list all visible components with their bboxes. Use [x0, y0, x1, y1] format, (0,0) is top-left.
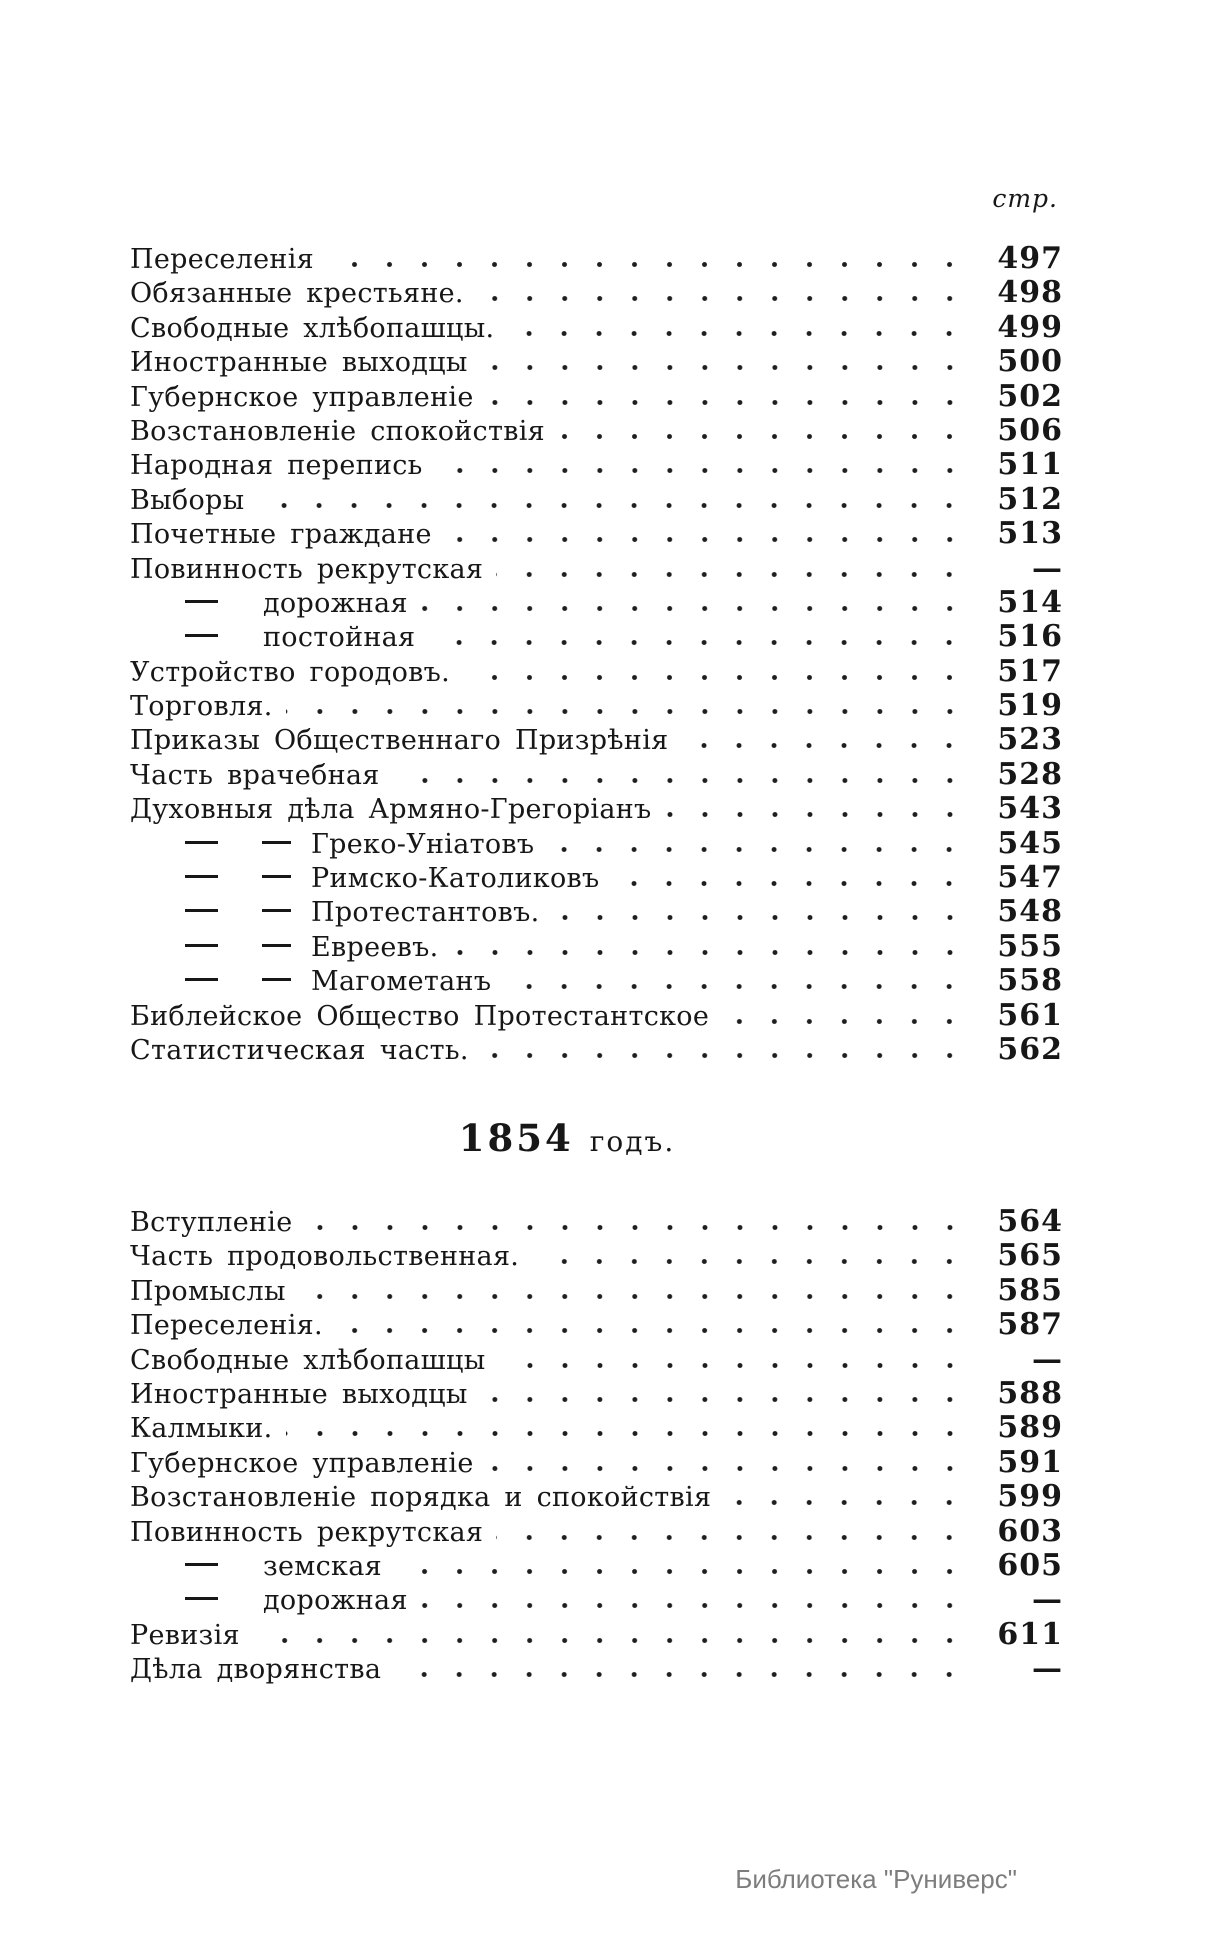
toc-entry — [130, 242, 1063, 276]
toc-entry-page: 558 — [997, 963, 1063, 999]
year-heading-number: 1854 — [458, 1116, 574, 1160]
leader-dots — [496, 571, 967, 578]
toc-entry-label: Свободные хлѣбопашцы. — [130, 312, 495, 344]
toc-entry-label: Переселенія — [130, 244, 314, 275]
toc-entry-page: 591 — [997, 1444, 1063, 1480]
leader-dots — [477, 295, 967, 302]
ditto-dash — [185, 875, 218, 878]
toc-entry — [130, 311, 1063, 345]
leader-dots — [436, 467, 967, 474]
leader-dots — [253, 1637, 967, 1644]
toc-entry — [130, 414, 1063, 448]
toc-entry — [130, 1549, 1063, 1583]
toc-entry-page: 564 — [997, 1204, 1063, 1239]
toc-entry-label: Часть продовольственная. — [130, 1241, 520, 1273]
leader-dots — [499, 1362, 967, 1369]
leader-dots — [286, 1430, 968, 1437]
toc-entry-label: Обязанные крестьяне. — [130, 278, 464, 310]
toc-entry — [130, 1583, 1063, 1617]
toc-entry — [130, 723, 1063, 757]
toc-entry-page: 502 — [997, 378, 1063, 414]
toc-entry-page: 545 — [997, 825, 1063, 861]
toc-entry-page: 499 — [997, 309, 1063, 345]
toc-section-1854 — [130, 1205, 1063, 1686]
toc-entry-page: 498 — [997, 275, 1063, 311]
year-heading — [0, 1116, 1220, 1160]
leader-dots — [481, 364, 967, 371]
toc-entry — [130, 1480, 1063, 1514]
toc-entry-page: 517 — [997, 653, 1063, 689]
ditto-dash — [185, 600, 218, 603]
toc-entry-page: 555 — [997, 928, 1063, 964]
toc-entry-label: Возстановленіе спокойствія — [130, 415, 545, 447]
toc-entry-page: 605 — [997, 1547, 1063, 1583]
leader-dots — [487, 1465, 967, 1472]
ditto-dash — [185, 909, 218, 912]
toc-entry-page: 497 — [997, 241, 1063, 276]
toc-entry-page: — — [1032, 1341, 1063, 1377]
toc-entry-label: Губернское управленіе — [130, 381, 474, 413]
toc-entry-label: Приказы Общественнаго Призрѣнія — [130, 725, 669, 757]
ditto-dash — [262, 944, 291, 947]
toc-entry-label: Римско-Католиковъ — [311, 863, 600, 895]
toc-entry-page: 588 — [997, 1375, 1063, 1411]
toc-entry — [130, 1377, 1063, 1411]
ditto-dash — [262, 875, 291, 878]
toc-entry-label: Переселенія. — [130, 1310, 323, 1342]
toc-entry — [130, 895, 1063, 929]
toc-entry — [130, 276, 1063, 310]
toc-entry — [130, 964, 1063, 998]
toc-entry-label: Греко-Уніатовъ — [311, 828, 535, 860]
toc-entry-label: Калмыки. — [130, 1413, 273, 1445]
ditto-dash — [185, 944, 218, 947]
toc-entry-label: Повинность рекрутская — [130, 1516, 484, 1548]
leader-dots — [558, 433, 967, 440]
toc-entry-label: Повинность рекрутская — [130, 553, 484, 585]
toc-entry-label: Библейское Общество Протестантское — [130, 1000, 710, 1032]
toc-entry — [130, 1411, 1063, 1445]
toc-entry — [130, 620, 1063, 654]
leader-dots — [421, 605, 967, 612]
toc-entry-label: Духовныя дѣла Армяно-Грегоріанъ — [130, 794, 652, 826]
toc-entry-page: 562 — [997, 1031, 1063, 1067]
toc-entry — [130, 1515, 1063, 1549]
leader-dots — [612, 880, 967, 887]
leader-dots — [306, 1224, 967, 1231]
toc-entry-label: Магометанъ — [311, 966, 492, 998]
toc-entry-label: Народная перепись — [130, 450, 423, 482]
leader-dots — [496, 1534, 967, 1541]
leader-dots — [487, 399, 967, 406]
ditto-dash — [185, 1563, 218, 1566]
ditto-dash — [262, 841, 291, 844]
toc-entry — [130, 586, 1063, 620]
leader-dots — [547, 846, 967, 853]
leader-dots — [428, 639, 967, 646]
ditto-dash — [185, 841, 218, 844]
toc-entry-page: 506 — [997, 412, 1063, 448]
toc-entry — [130, 448, 1063, 482]
ditto-dash — [185, 978, 218, 981]
toc-entry — [130, 655, 1063, 689]
toc-entry — [130, 758, 1063, 792]
leader-dots — [395, 1568, 967, 1575]
toc-entry — [130, 930, 1063, 964]
toc-entry — [130, 1308, 1063, 1342]
toc-entry-page: 516 — [997, 619, 1063, 655]
toc-entry-label: Выборы — [130, 484, 245, 516]
toc-entry-page: 603 — [997, 1513, 1063, 1549]
toc-entry — [130, 1652, 1063, 1686]
toc-entry-page: 587 — [997, 1307, 1063, 1343]
leader-dots — [445, 536, 967, 543]
toc-entry — [130, 483, 1063, 517]
toc-entry-page: 543 — [997, 791, 1063, 827]
toc-entry-page: — — [1032, 1651, 1063, 1687]
toc-entry — [130, 380, 1063, 414]
toc-entry-label: Губернское управленіе — [130, 1447, 474, 1479]
toc-entry-page: 548 — [997, 894, 1063, 930]
toc-entry — [130, 999, 1063, 1033]
leader-dots — [724, 1499, 967, 1506]
page-column-header: стр. — [992, 184, 1058, 213]
toc-entry-page: 512 — [997, 481, 1063, 517]
toc-entry-label: Дѣла дворянства — [130, 1654, 382, 1686]
leader-dots — [421, 1602, 967, 1609]
toc-entry-label: дорожная — [263, 1585, 408, 1617]
leader-dots — [553, 914, 967, 921]
toc-entry — [130, 552, 1063, 586]
leader-dots — [452, 949, 967, 956]
toc-entry-label: Иностранные выходцы — [130, 347, 468, 379]
toc-entry-label: Почетные граждане — [130, 519, 432, 551]
toc-entry-label: дорожная — [263, 587, 408, 619]
toc-entry-label: Вступленіе — [130, 1207, 293, 1238]
leader-dots — [532, 1258, 967, 1265]
toc-entry-page: 523 — [997, 722, 1063, 758]
toc-entry-page: 585 — [997, 1272, 1063, 1308]
toc-entry-label: Свободные хлѣбопашцы — [130, 1344, 486, 1376]
toc-entry — [130, 517, 1063, 551]
leader-dots — [463, 674, 967, 681]
leader-dots — [665, 811, 967, 818]
library-watermark: Библиотека "Руниверс" — [735, 1864, 1017, 1894]
ditto-dash — [185, 1597, 218, 1600]
toc-entry-label: Протестантовъ. — [311, 897, 540, 929]
leader-dots — [393, 777, 967, 784]
toc-entry — [130, 1446, 1063, 1480]
leader-dots — [336, 1327, 967, 1334]
leader-dots — [507, 330, 967, 337]
toc-entry — [130, 1618, 1063, 1652]
toc-entry — [130, 1239, 1063, 1273]
toc-entry-page: — — [1032, 550, 1063, 586]
leader-dots — [327, 261, 967, 268]
toc-entry-label: Статистическая часть. — [130, 1034, 469, 1066]
toc-entry-page: 528 — [997, 756, 1063, 792]
toc-entry-page: 561 — [997, 997, 1063, 1033]
year-heading-word: годъ. — [589, 1125, 676, 1158]
toc-entry — [130, 1205, 1063, 1239]
toc-entry-page: — — [1032, 1582, 1063, 1618]
toc-entry — [130, 1033, 1063, 1067]
toc-entry-page: 513 — [997, 516, 1063, 552]
toc-entry-label: постойная — [263, 622, 416, 654]
toc-entry-page: 500 — [997, 344, 1063, 380]
toc-entry — [130, 1274, 1063, 1308]
leader-dots — [722, 1018, 967, 1025]
toc-entry-label: Устройство городовъ. — [130, 656, 450, 688]
leader-dots — [481, 1396, 967, 1403]
ditto-dash — [262, 978, 291, 981]
toc-entry-page: 611 — [997, 1616, 1063, 1652]
toc-entry — [130, 861, 1063, 895]
ditto-dash — [262, 909, 291, 912]
toc-entry-label: Торговля. — [130, 691, 273, 723]
toc-entry-page: 519 — [997, 688, 1063, 724]
toc-entry-page: 589 — [997, 1410, 1063, 1446]
leader-dots — [394, 1671, 967, 1678]
toc-entry-page: 599 — [997, 1479, 1063, 1515]
toc-entry-label: Ревизія — [130, 1619, 240, 1651]
toc-entry — [130, 792, 1063, 826]
toc-entry-page: 511 — [997, 447, 1063, 483]
toc-section-before-1854 — [130, 242, 1063, 1067]
leader-dots — [504, 983, 967, 990]
toc-entry-label: Часть врачебная — [130, 759, 380, 791]
toc-entry — [130, 827, 1063, 861]
toc-entry-page: 514 — [997, 584, 1063, 620]
leader-dots — [286, 708, 967, 715]
leader-dots — [257, 502, 967, 509]
leader-dots — [681, 742, 967, 749]
leader-dots — [482, 1052, 967, 1059]
toc-entry-label: земская — [263, 1550, 382, 1582]
ditto-dash — [185, 634, 218, 637]
toc-entry — [130, 1343, 1063, 1377]
toc-entry — [130, 345, 1063, 379]
toc-entry-label: Возстановленіе порядка и спокойствія — [130, 1482, 712, 1514]
toc-entry-label: Иностранные выходцы — [130, 1378, 468, 1410]
toc-entry-label: Промыслы — [130, 1275, 286, 1307]
toc-entry-page: 547 — [997, 860, 1063, 896]
leader-dots — [299, 1293, 967, 1300]
toc-entry-page: 565 — [997, 1238, 1063, 1274]
toc-entry-label: Евреевъ. — [311, 931, 439, 963]
toc-entry — [130, 689, 1063, 723]
